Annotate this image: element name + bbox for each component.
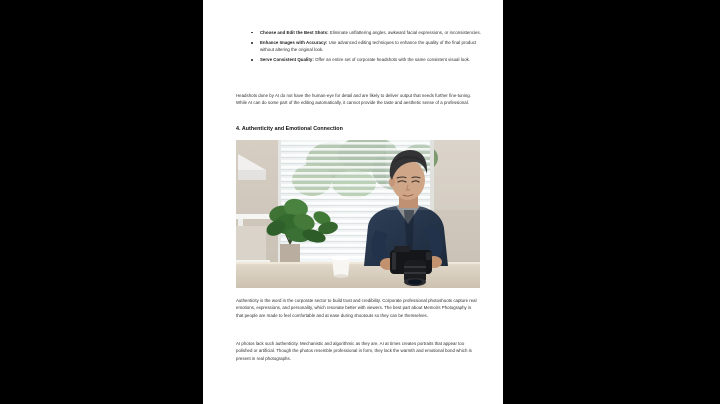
list-item	[249, 56, 481, 63]
list-item	[249, 39, 481, 53]
paragraph-authenticity: Authenticity is the word in the corporate sector to build trust and credibility. Corporate professional photoshoots capture real emotions, expressions, and personality, which resonate better with viewers. The best part about Memoirs Photography is that people are made to feel comfortable and at ease during shootouts so they can be themselves.	[236, 298, 477, 318]
list-item-text: Offer an entire set of corporate headshots with the same consistent visual look.	[313, 57, 471, 63]
section-heading: 4. Authenticity and Emotional Connection	[236, 126, 343, 132]
list-item-term: Enhance Images with Accuracy:	[260, 40, 328, 46]
photo-illustration	[236, 140, 480, 288]
list-item-term: Choose and Edit the Best Shots:	[260, 30, 329, 35]
list-item	[249, 29, 481, 36]
document-page	[203, 0, 503, 404]
paragraph-headshots: Headshots done by AI do not have the human-eye for detail and are likely to deliver output that needs further fine-tuning. While AI can do some part of the editing automatically, it cannot provide the taste and aesthetic sense of a professional.	[236, 93, 471, 106]
list-item-text: Use advanced editing techniques to enhance the quality of the final product without altering the original look.	[260, 40, 477, 53]
photo-man-with-camera	[236, 140, 480, 288]
benefits-bullet-list	[249, 29, 481, 67]
list-item-text: Eliminate unflattering angles, awkward facial expressions, or inconsistencies.	[328, 30, 481, 35]
paragraph-ai-photos: AI photos lack such authenticity. Mechanistic and algorithmic as they are, AI at times creates portraits that appear too polished or artificial. Though the photos resemble professional in form, they lack the warmth and emotional bond which is present in real photographs.	[236, 341, 472, 361]
list-item-term: Serve Consistent Quality:	[260, 57, 314, 63]
